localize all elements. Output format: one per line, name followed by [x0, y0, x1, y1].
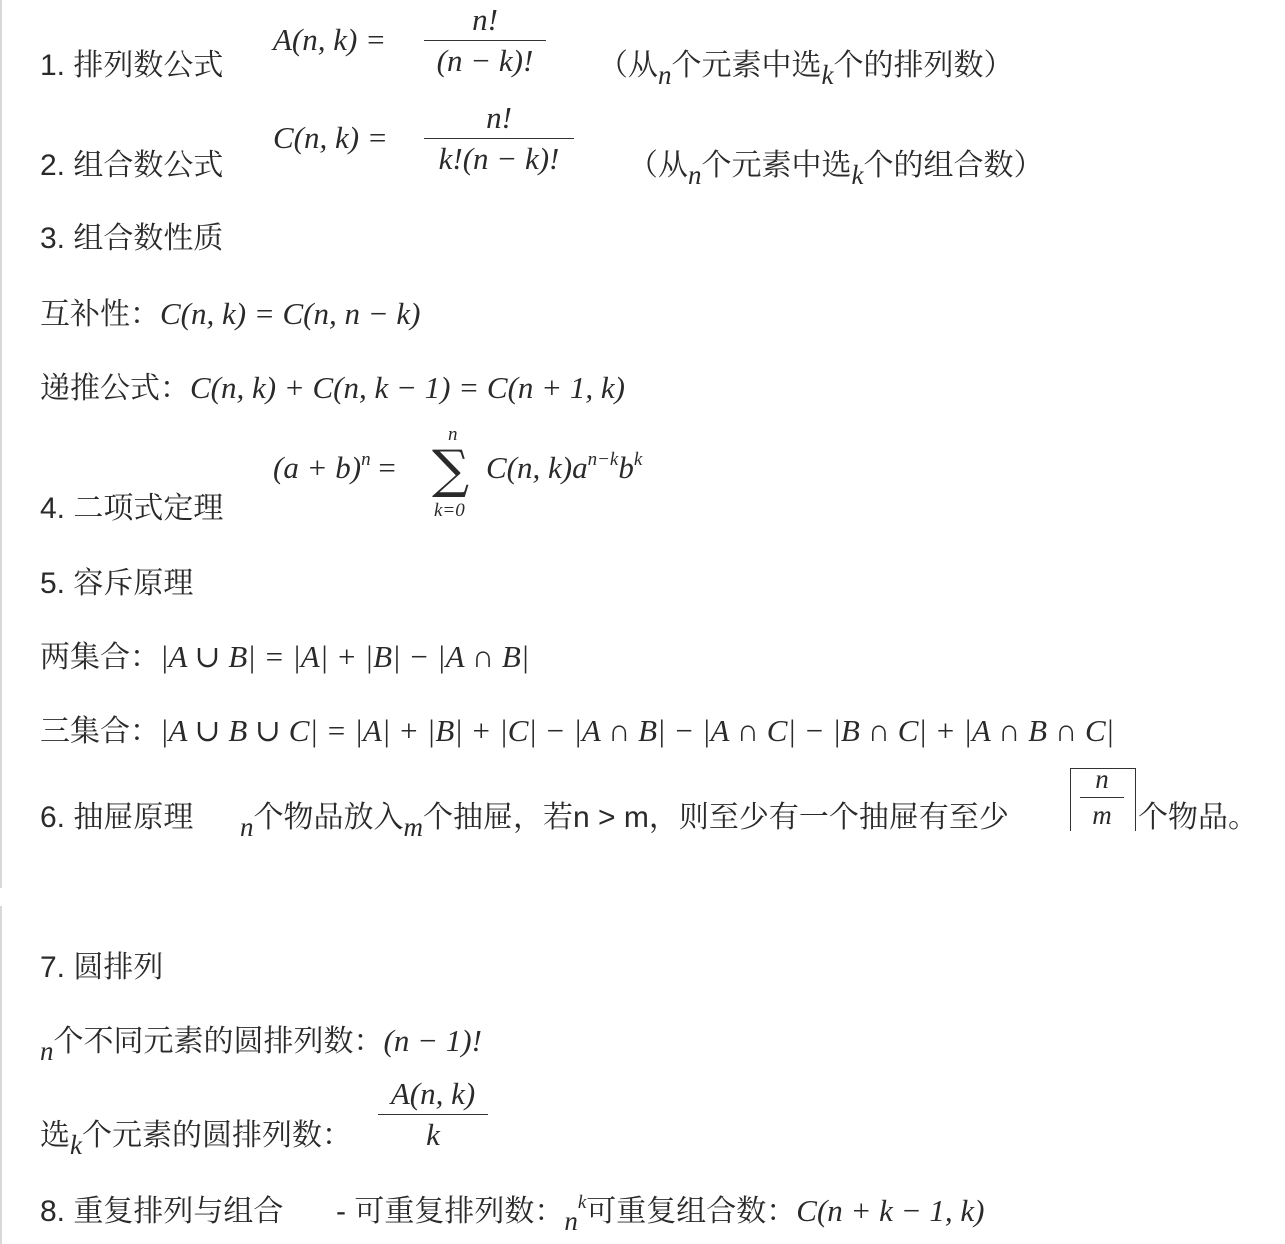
sum-upper-limit: n	[448, 424, 458, 445]
formula-two-sets: |A ∪ B| = |A| + |B| − |A ∩ B|	[160, 639, 530, 674]
variable-n: n	[658, 60, 672, 90]
heading-combination: 2. 组合数公式	[40, 149, 224, 182]
heading-pigeonhole: 6. 抽屉原理	[40, 801, 194, 834]
fraction-numerator: n!	[486, 100, 512, 135]
note-permutation: （从n个元素中选k个的排列数）	[598, 49, 1014, 90]
heading-repetition: 8. 重复排列与组合	[40, 1195, 284, 1228]
circular-n-elements: n个不同元素的圆排列数：(n − 1)!	[40, 1023, 482, 1066]
formula-combination-fraction	[424, 100, 574, 177]
formula-circular-k-fraction: $\frac{A(n, k)}{k}$	[378, 1076, 488, 1153]
fraction-denominator: (n − k)!	[424, 40, 546, 79]
sum-lower-limit: k=0	[434, 500, 465, 521]
pigeonhole-tail: 个物品。	[1138, 801, 1258, 834]
note-combination: （从n个元素中选k个的组合数）	[628, 149, 1044, 190]
recurrence-property: 递推公式：C(n, k) + C(n, k − 1) = C(n + 1, k)	[40, 370, 625, 405]
circular-k-elements: 选k个元素的圆排列数：	[40, 1119, 352, 1160]
formula-binomial-lhs: $(a + b)^n$ =	[273, 449, 396, 485]
fraction-numerator: n!	[472, 2, 498, 37]
variable-n: n	[688, 160, 702, 190]
fraction-denominator: k!(n − k)!	[424, 138, 574, 177]
formula-circular-n: (n − 1)!	[383, 1023, 482, 1058]
formula-recurrence: C(n, k) + C(n, k − 1) = C(n + 1, k)	[190, 370, 625, 405]
complementary-property: 互补性：C(n, k) = C(n, n − k)	[40, 296, 421, 331]
heading-inclusion-exclusion: 5. 容斥原理	[40, 567, 194, 600]
formula-three-sets: |A ∪ B ∪ C| = |A| + |B| + |C| − |A ∩ B| − |A ∩ C| − |B ∩ C| + |A ∩ B ∩ C|	[160, 713, 1115, 748]
pigeonhole-statement: n个物品放入m个抽屉，若n > m，则至少有一个抽屉有至少	[240, 801, 1009, 842]
variable-k: k	[851, 160, 864, 190]
two-sets-rule: 两集合：|A ∪ B| = |A| + |B| − |A ∩ B|	[40, 639, 530, 674]
formula-repetition-combination: C(n + k − 1, k)	[796, 1193, 985, 1228]
three-sets-rule: 三集合：|A ∪ B ∪ C| = |A| + |B| + |C| − |A ∩ B| − |A ∩ C| − |B ∩ C| + |A ∩ B ∩ C|	[40, 713, 1115, 748]
repetition-formulas: - 可重复排列数：$n^k$可重复组合数：C(n + k − 1, k)	[336, 1192, 985, 1236]
formula-permutation-fraction	[424, 2, 546, 79]
heading-permutation: 1. 排列数公式	[40, 49, 224, 82]
formula-permutation-lhs: A(n, k) =	[273, 22, 387, 57]
formula-combination-lhs: C(n, k) =	[273, 120, 388, 155]
formula-binomial-rhs: C(n, $k)a^{n-k}b^k$	[486, 449, 643, 485]
summation-symbol: ∑	[432, 440, 470, 500]
variable-k: k	[821, 60, 834, 90]
panel-divider	[0, 888, 1285, 906]
heading-binomial-theorem: 4. 二项式定理	[40, 492, 224, 525]
heading-circular-permutation: 7. 圆排列	[40, 951, 164, 984]
formula-complementary: C(n, k) = C(n, n − k)	[160, 296, 421, 331]
heading-combination-properties: 3. 组合数性质	[40, 222, 224, 255]
ceiling-fraction: $\frac{n}{m}$	[1080, 764, 1124, 831]
